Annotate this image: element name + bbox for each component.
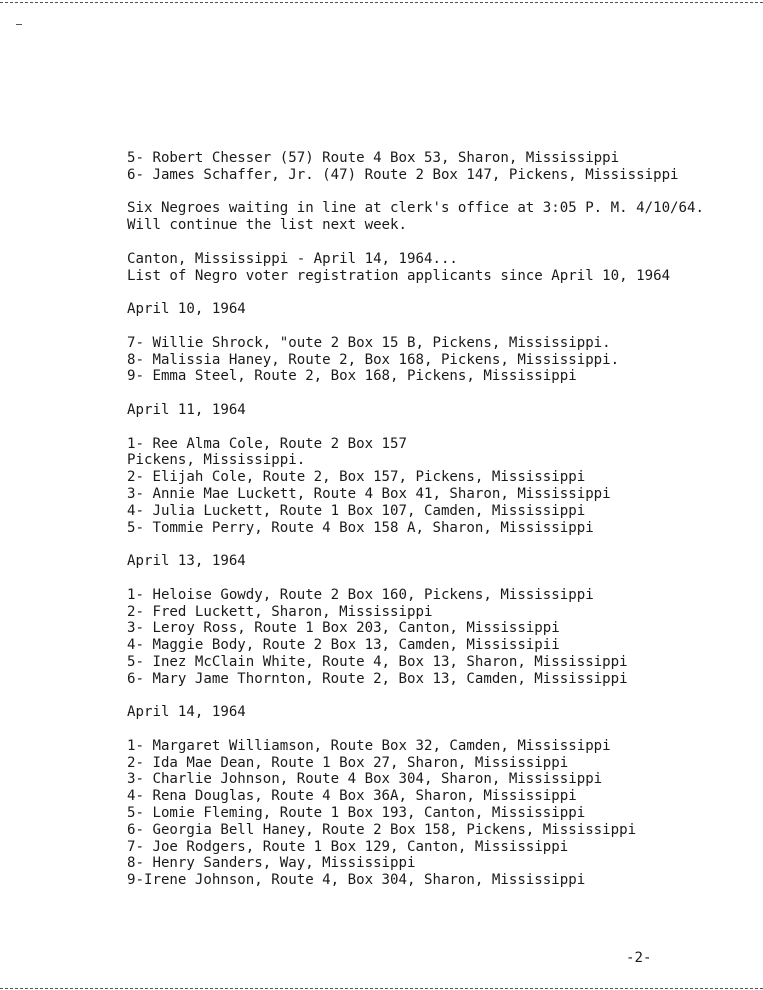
- applicant-entry: 5- Inez McClain White, Route 4, Box 13, Sharon, Mississippi: [127, 653, 628, 670]
- applicant-entry: 1- Heloise Gowdy, Route 2 Box 160, Pickens, Mississippi: [127, 586, 594, 603]
- applicant-entry: 7- Willie Shrock, "oute 2 Box 15 B, Pickens, Mississippi.: [127, 334, 611, 351]
- applicant-entry: 2- Elijah Cole, Route 2, Box 157, Pickens, Mississippi: [127, 469, 586, 486]
- note-line: Six Negroes waiting in line at clerk's office at 3:05 P. M. 4/10/64.: [127, 200, 704, 217]
- continuation-entry: 5- Robert Chesser (57) Route 4 Box 53, Sharon, Mississippi: [127, 150, 620, 166]
- header-line: List of Negro voter registration applicants since April 10, 1964: [127, 267, 671, 284]
- applicant-entry: Pickens, Mississippi.: [127, 452, 306, 469]
- applicant-entry: 2- Ida Mae Dean, Route 1 Box 27, Sharon, Mississippi: [127, 754, 569, 771]
- margin-mark: [16, 24, 22, 25]
- applicant-entry: 4- Julia Luckett, Route 1 Box 107, Camden, Mississippi: [127, 502, 586, 519]
- applicant-entry: 6- Mary Jame Thornton, Route 2, Box 13, Camden, Mississippi: [127, 670, 628, 687]
- applicant-entry: 9-Irene Johnson, Route 4, Box 304, Sharon, Mississippi: [127, 872, 586, 889]
- applicant-entry: 4- Rena Douglas, Route 4 Box 36A, Sharon, Mississippi: [127, 788, 577, 805]
- applicant-entry: 1- Margaret Williamson, Route Box 32, Camden, Mississippi: [127, 737, 611, 754]
- applicant-entry: 6- Georgia Bell Haney, Route 2 Box 158, Pickens, Mississippi: [127, 821, 637, 838]
- applicant-entry: 5- Tommie Perry, Route 4 Box 158 A, Sharon, Mississippi: [127, 519, 594, 536]
- applicant-entry: 8- Henry Sanders, Way, Mississippi: [127, 855, 416, 872]
- section-date: April 10, 1964: [127, 301, 246, 318]
- section-date: April 13, 1964: [127, 553, 246, 570]
- applicant-entry: 3- Annie Mae Luckett, Route 4 Box 41, Sharon, Mississippi: [127, 485, 611, 502]
- applicant-entry: 4- Maggie Body, Route 2 Box 13, Camden, Mississipii: [127, 637, 560, 654]
- page-number: -2-: [626, 950, 652, 966]
- applicant-entry: 1- Ree Alma Cole, Route 2 Box 157: [127, 435, 408, 452]
- header-line: Canton, Mississippi - April 14, 1964...: [127, 250, 458, 267]
- applicant-entry: 5- Lomie Fleming, Route 1 Box 193, Canton, Mississippi: [127, 805, 586, 822]
- applicant-entry: 7- Joe Rodgers, Route 1 Box 129, Canton, Mississippi: [127, 838, 569, 855]
- document-body: [127, 150, 752, 889]
- applicant-entry: 8- Malissia Haney, Route 2, Box 168, Pickens, Mississippi.: [127, 351, 620, 368]
- applicant-entry: 3- Charlie Johnson, Route 4 Box 304, Sharon, Mississippi: [127, 771, 603, 788]
- bottom-edge-rule: [0, 988, 763, 989]
- continuation-entry: 6- James Schaffer, Jr. (47) Route 2 Box 147, Pickens, Mississippi: [127, 166, 679, 183]
- section-date: April 11, 1964: [127, 401, 246, 418]
- applicant-entry: 9- Emma Steel, Route 2, Box 168, Pickens, Mississippi: [127, 368, 577, 385]
- section-date: April 14, 1964: [127, 704, 246, 721]
- note-line: Will continue the list next week.: [127, 217, 408, 234]
- applicant-entry: 2- Fred Luckett, Sharon, Mississippi: [127, 603, 433, 620]
- top-edge-rule: [0, 2, 763, 3]
- applicant-entry: 3- Leroy Ross, Route 1 Box 203, Canton, Mississippi: [127, 620, 560, 637]
